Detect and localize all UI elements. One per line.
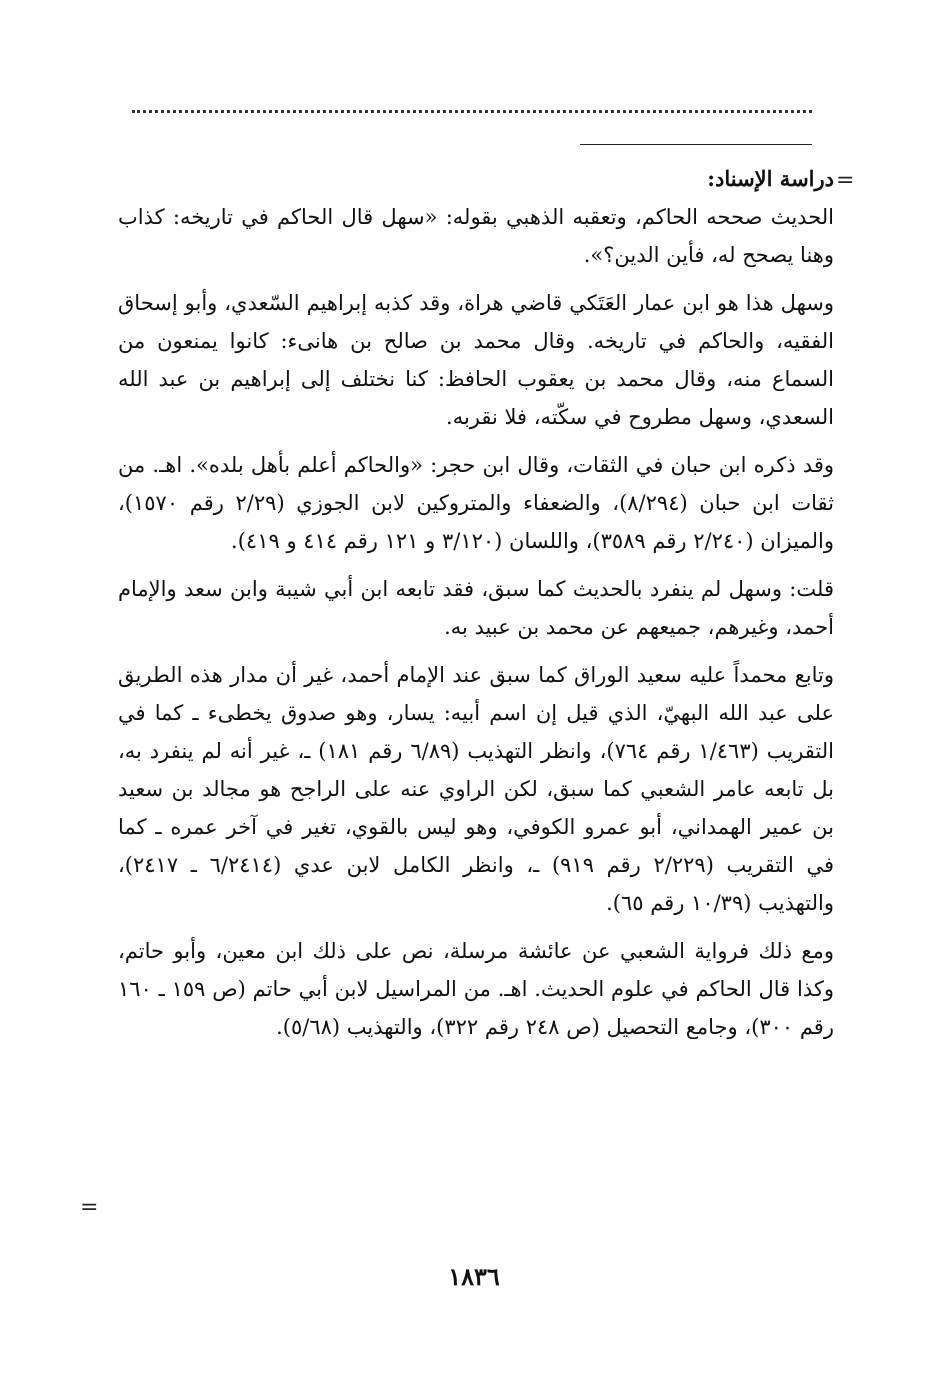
page-number: ١٨٣٦ <box>448 1262 500 1291</box>
paragraph: وتابع محمداً عليه سعيد الوراق كما سبق عند الإمام أحمد، غير أن مدار هذه الطريق على عبد الله البهيّ، الذي قيل إن اسم أبيه: يسار، وهو صدوق يخطىء ـ كما في التقريب (١/٤٦٣ رقم ٧٦٤)، وانظر التهذيب (٦/٨٩ رقم ١٨١) ـ، غير أنه لم ينفرد به، بل تابعه عامر الشعبي كما سبق، لكن الراوي عنه على الراجح هو مجالد بن سعيد بن عمير الهمداني، أبو عمرو الكوفي، وهو ليس بالقوي، تغير في آخر عمره ـ كما في التقريب (٢/٢٢٩ رقم ٩١٩) ـ، وانظر الكامل لابن عدي (٦/٢٤١٤ ـ ٢٤١٧)، والتهذيب (١٠/٣٩ رقم ٦٥). <box>118 663 834 915</box>
section-heading: دراسة الإسناد: <box>707 166 834 191</box>
paragraph: وسهل هذا هو ابن عمار العَتَكي قاضي هراة، وقد كذبه إبراهيم السّعدي، وأبو إسحاق الفقيه، والحاكم في تاريخه. وقال محمد بن صالح بن هانىء: كانوا يمنعون من السماع منه، وقال محمد بن يعقوب الحافظ: كنا نختلف إلى إبراهيم بن عبد الله السعدي، وسهل مطروح في سكّته، فلا نقربه. <box>118 291 834 429</box>
dotted-separator <box>132 96 812 113</box>
footnote-body <box>118 160 834 1056</box>
footnote-rule <box>580 144 812 145</box>
paragraph: قلت: وسهل لم ينفرد بالحديث كما سبق، فقد تابعه ابن أبي شيبة وابن سعد والإمام أحمد، وغيرهم، جميعهم عن محمد بن عبيد به. <box>118 577 834 639</box>
paragraph: الحديث صححه الحاكم، وتعقبه الذهبي بقوله: «سهل قال الحاكم في تاريخه: كذاب وهنا يصحح له، فأين الدين؟». <box>118 205 834 267</box>
paragraph: وقد ذكره ابن حبان في الثقات، وقال ابن حجر: «والحاكم أعلم بأهل بلده». اهـ. من ثقات ابن حبان (٨/٢٩٤)، والضعفاء والمتروكين لابن الجوزي (٢/٢٩ رقم ١٥٧٠)، والميزان (٢/٢٤٠ رقم ٣٥٨٩)، واللسان (٣/١٢٠ و ١٢١ رقم ٤١٤ و ٤١٩). <box>118 453 834 553</box>
continuation-mark: = <box>836 168 855 193</box>
paragraph: ومع ذلك فرواية الشعبي عن عائشة مرسلة، نص على ذلك ابن معين، وأبو حاتم، وكذا قال الحاكم في علوم الحديث. اهـ. من المراسيل لابن أبي حاتم (ص ١٥٩ ـ ١٦٠ رقم ٣٠٠)، وجامع التحصيل (ص ٢٤٨ رقم ٣٢٢)، والتهذيب (٥/٦٨). <box>118 939 834 1039</box>
continuation-mark: = <box>80 1195 99 1220</box>
